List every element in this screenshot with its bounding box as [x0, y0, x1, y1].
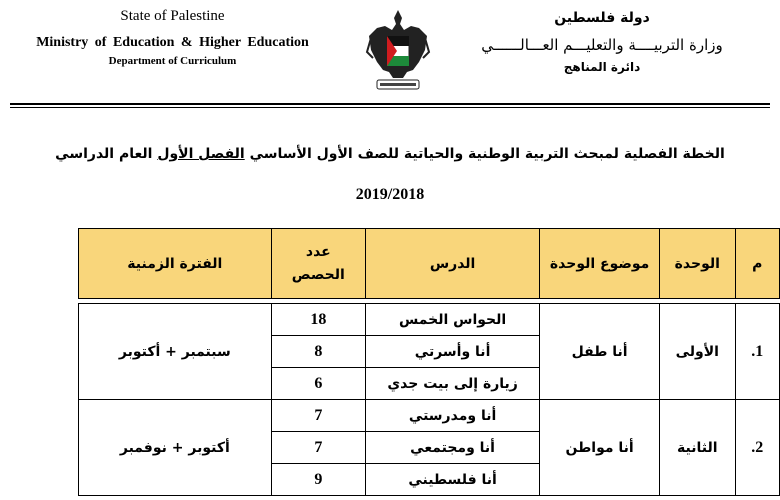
state-name-ar: دولة فلسطين: [554, 10, 650, 26]
col-header-count: عدد الحصص: [271, 229, 365, 299]
cell-lesson: الحواس الخمس: [365, 304, 539, 336]
document-title: [0, 146, 780, 162]
cell-lesson: زيارة إلى بيت جدي: [365, 368, 539, 400]
title-suffix: العام الدراسي: [55, 146, 158, 162]
cell-period: سبتمبر + أكتوبر: [79, 304, 272, 400]
col-header-topic: موضوع الوحدة: [540, 229, 660, 299]
department-name-ar: دائرة المناهج: [563, 60, 641, 74]
cell-period: أكتوبر + نوفمبر: [79, 400, 272, 496]
cell-m: 2.: [735, 400, 779, 496]
cell-lesson: أنا فلسطيني: [365, 464, 539, 496]
plan-table: [78, 228, 780, 496]
cell-topic: أنا مواطن: [540, 400, 660, 496]
state-name-en: State of Palestine: [120, 8, 225, 24]
cell-count: 7: [271, 432, 365, 464]
col-header-m: م: [735, 229, 779, 299]
cell-count: 6: [271, 368, 365, 400]
cell-count: 7: [271, 400, 365, 432]
col-header-unit: الوحدة: [660, 229, 736, 299]
palestine-eagle-emblem-icon: [363, 6, 433, 96]
col-header-period: الفترة الزمنية: [79, 229, 272, 299]
col-header-lesson: الدرس: [365, 229, 539, 299]
cell-lesson: أنا ومدرستي: [365, 400, 539, 432]
cell-count: 9: [271, 464, 365, 496]
ministry-name-en: Ministry of Education & Higher Education: [36, 35, 309, 50]
cell-count: 18: [271, 304, 365, 336]
cell-lesson: أنا وأسرتي: [365, 336, 539, 368]
table-header-row: [79, 229, 780, 299]
table-row: [79, 304, 780, 336]
cell-unit: الثانية: [660, 400, 736, 496]
cell-topic: أنا طفل: [540, 304, 660, 400]
cell-unit: الأولى: [660, 304, 736, 400]
ministry-name-ar: وزارة التربيــــة والتعليـــم العـــالــــــي: [481, 36, 723, 54]
header-arabic: [442, 0, 762, 74]
table-row: [79, 400, 780, 432]
header-divider-thin: [10, 107, 770, 108]
header-english: [0, 0, 345, 67]
department-name-en: Department of Curriculum: [108, 55, 237, 67]
cell-m: 1.: [735, 304, 779, 400]
cell-lesson: أنا ومجتمعي: [365, 432, 539, 464]
header-divider-thick: [10, 103, 770, 105]
title-semester: الفصل الأول: [157, 146, 245, 162]
title-prefix: الخطة الفصلية لمبحث التربية الوطنية والحياتية للصف الأول الأساسي: [244, 146, 725, 162]
cell-count: 8: [271, 336, 365, 368]
academic-year: 2019/2018: [355, 186, 425, 203]
